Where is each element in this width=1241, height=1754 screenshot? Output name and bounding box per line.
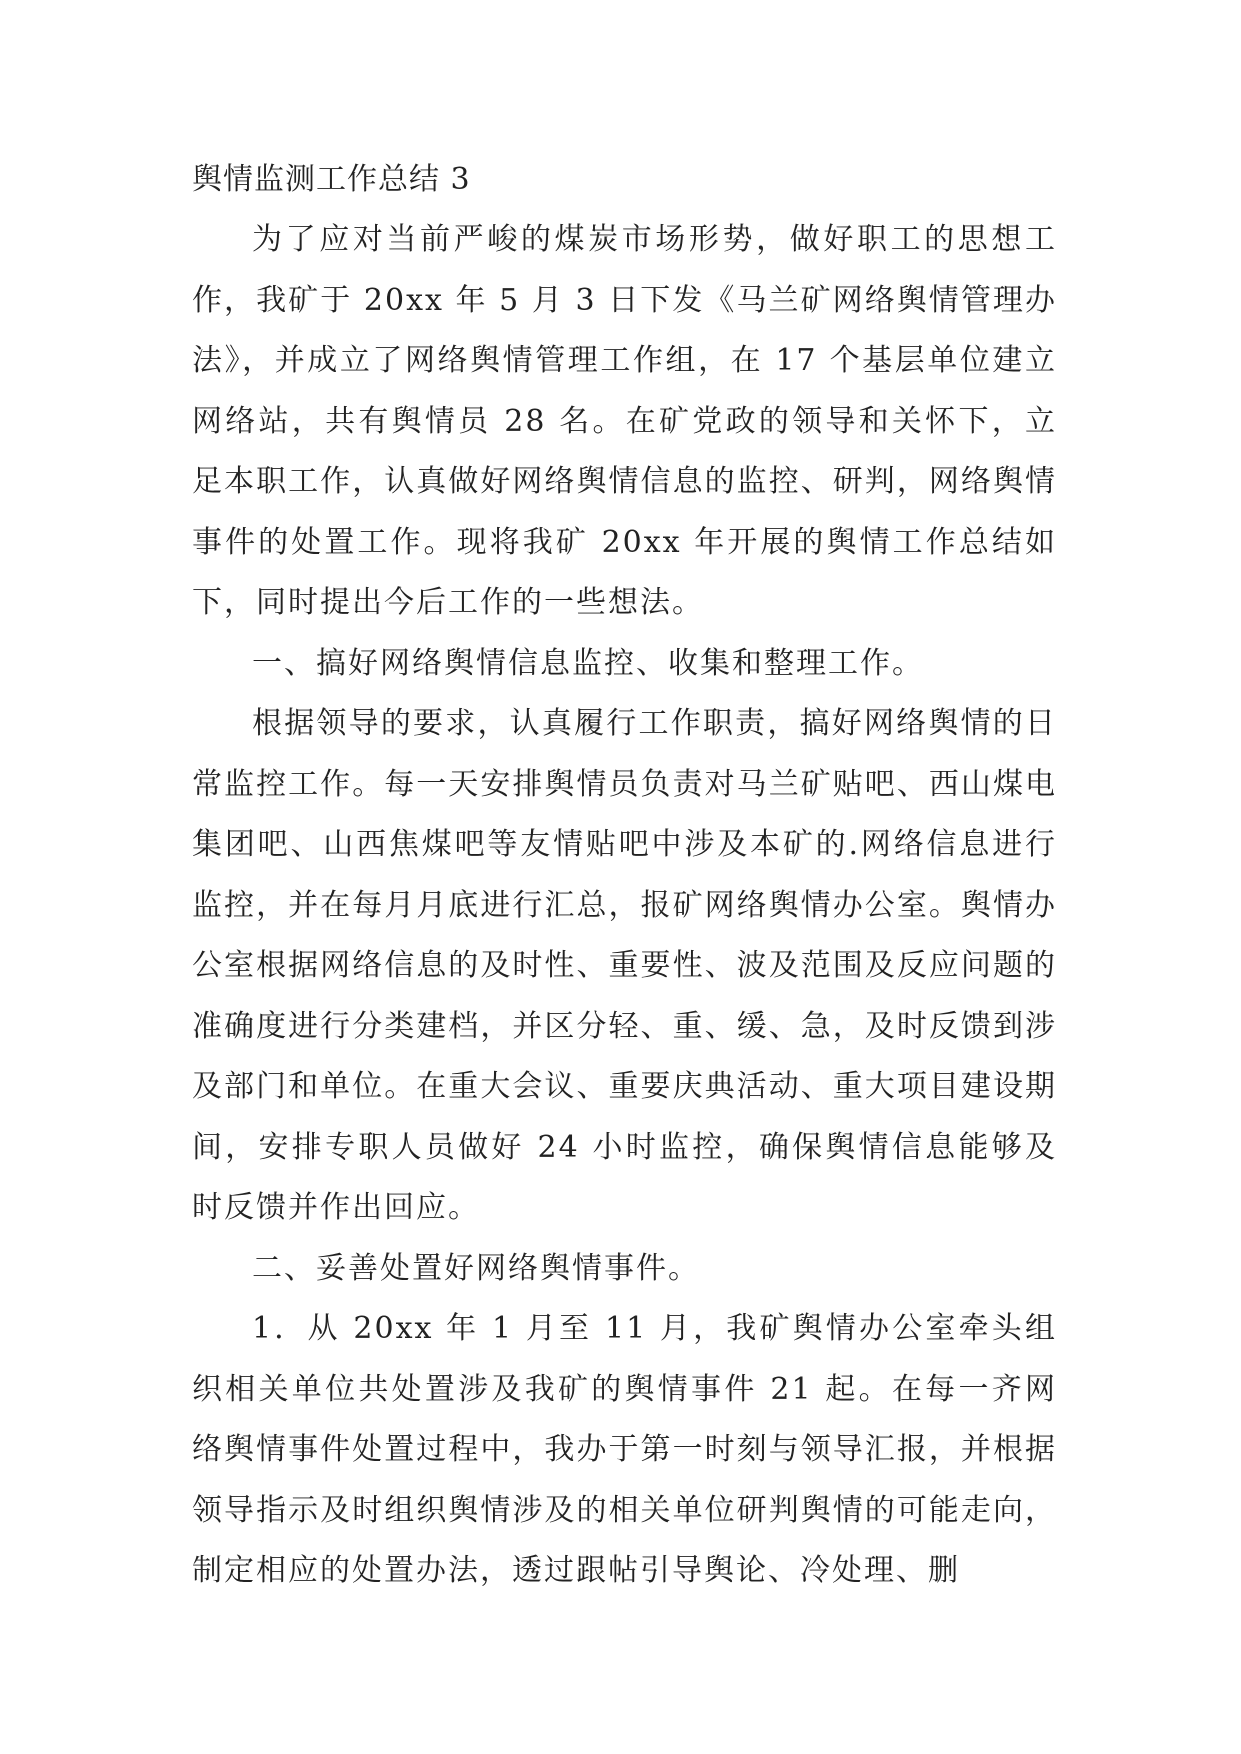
section-heading-2: 二、妥善处置好网络舆情事件。: [252, 1250, 700, 1286]
paragraph-monitoring: 根据领导的要求，认真履行工作职责，搞好网络舆情的日常监控工作。每一天安排舆情员负责对马兰矿贴吧、西山煤电集团吧、山西焦煤吧等友情贴吧中涉及本矿的.网络信息进行监控，并在每月月底进行汇总，报矿网络舆情办公室。舆情办公室根据网络信息的及时性、重要性、波及范围及反应问题的准确度进行分类建档，并区分轻、重、缓、急，及时反馈到涉及部门和单位。在重大会议、重要庆典活动、重大项目建设期间，安排专职人员做好 24 小时监控，确保舆情信息能够及时反馈并作出回应。: [192, 706, 1057, 1225]
section-heading-1: 一、搞好网络舆情信息监控、收集和整理工作。: [252, 645, 924, 681]
paragraph-intro: 为了应对当前严峻的煤炭市场形势，做好职工的思想工作，我矿于 20xx 年 5 月 3 日下发《马兰矿网络舆情管理办法》，并成立了网络舆情管理工作组，在 17 个基层单位建立网络站，共有舆情员 28 名。在矿党政的领导和关怀下，立足本职工作，认真做好网络舆情信息的监控、研判，网络舆情事件的处置工作。现将我矿 20xx 年开展的舆情工作总结如下，同时提出今后工作的一些想法。: [192, 222, 1057, 620]
document-title: 舆情监测工作总结 3: [192, 162, 471, 197]
paragraph-incident-handling: 1．从 20xx 年 1 月至 11 月，我矿舆情办公室牵头组织相关单位共处置涉及我矿的舆情事件 21 起。在每一齐网络舆情事件处置过程中，我办于第一时刻与领导汇报，并根据领导指示及时组织舆情涉及的相关单位研判舆情的可能走向，制定相应的处置办法，透过跟帖引导舆论、冷处理、删: [192, 1311, 1057, 1588]
document-body: [192, 150, 1057, 1602]
